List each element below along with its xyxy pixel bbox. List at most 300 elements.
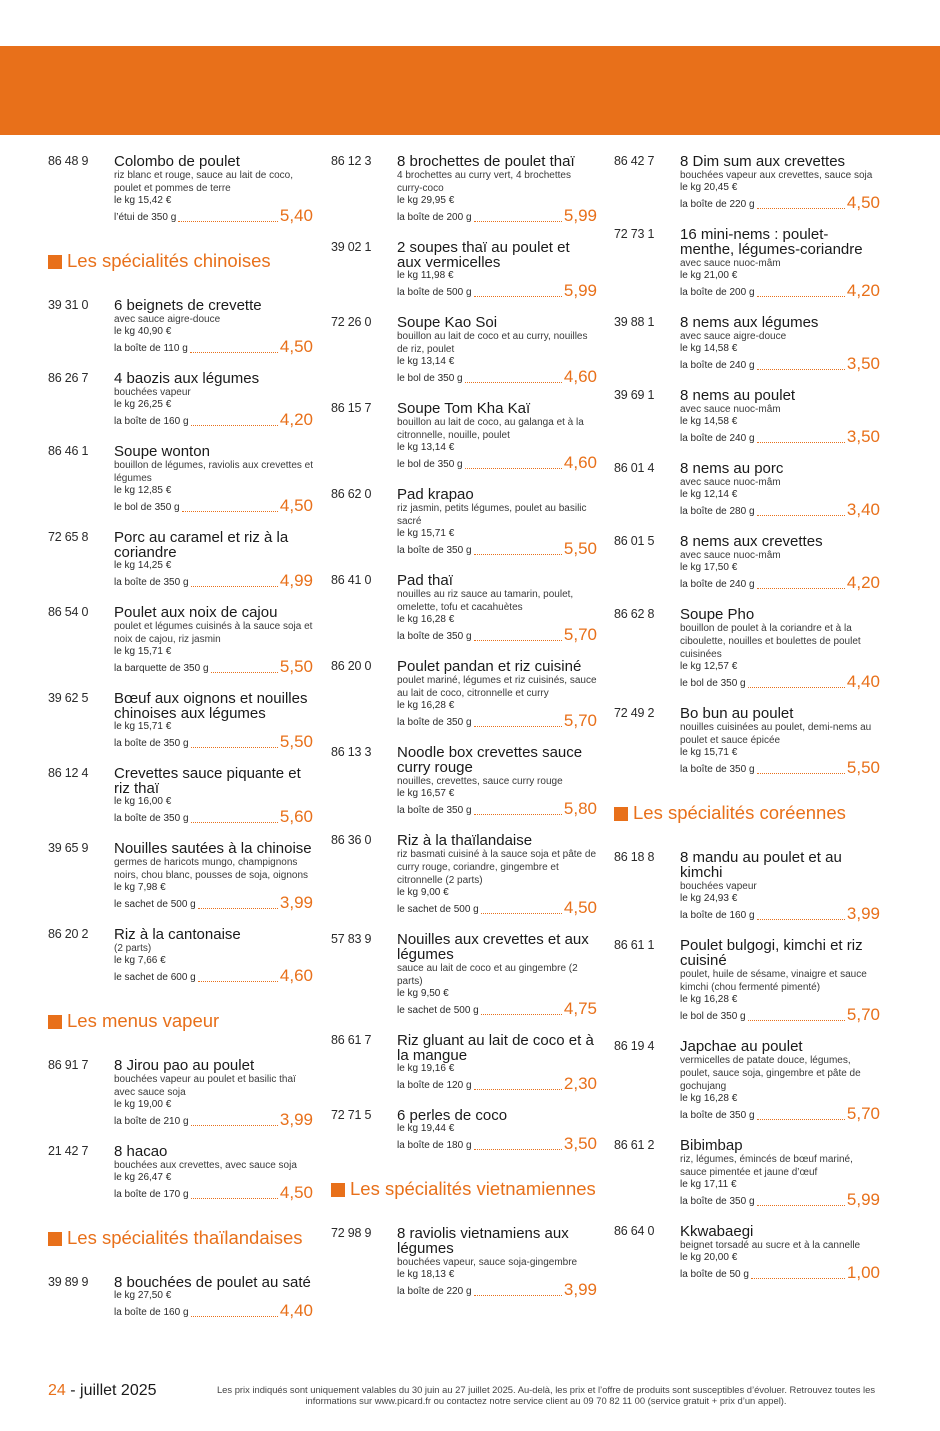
product-price: 4,40 — [279, 1301, 313, 1320]
product-name: 8 Dim sum aux crevettes — [680, 153, 846, 170]
column-3 — [614, 152, 880, 1295]
dot-leader — [748, 1020, 845, 1021]
package-size: la boîte de 200 g — [397, 212, 472, 223]
column-1 — [48, 152, 313, 1333]
dot-leader — [191, 1316, 278, 1317]
price-row — [114, 1184, 313, 1201]
package-size: la boîte de 240 g — [680, 433, 755, 444]
price-per-kg: le kg 26,47 € — [114, 1172, 172, 1183]
product-description: poulet mariné, légumes et riz cuisinés, sauce au lait de coco, citronnelle et curry — [397, 675, 597, 699]
package-size: la boîte de 120 g — [397, 1080, 472, 1091]
package-size: la boîte de 160 g — [114, 416, 189, 427]
product-code: 86 61 2 — [614, 1138, 655, 1152]
price-row — [114, 207, 313, 224]
price-row — [114, 1302, 313, 1319]
product-name: Porc au caramel et riz à la coriandre — [114, 529, 289, 561]
price-per-kg: le kg 17,50 € — [680, 562, 738, 573]
legal-note: Les prix indiqués sont uniquement valables du 30 juin au 27 juillet 2025. Au-delà, les prix et l’offre de produits sont susceptibles d’évoluer. Retrouvez toutes les informations sur www.picard.fr ou contactez notre service client au 09 70 82 11 00 (service gratuit + prix d’un appel). — [216, 1384, 876, 1406]
package-size: la boîte de 350 g — [397, 631, 472, 642]
price-row — [114, 1111, 313, 1128]
package-size: le sachet de 500 g — [397, 1005, 479, 1016]
dot-leader — [191, 1198, 278, 1199]
product-price: 3,99 — [279, 893, 313, 912]
price-row — [397, 282, 597, 299]
product-item — [48, 689, 313, 750]
column-2 — [331, 152, 597, 1312]
package-size: le bol de 350 g — [680, 1011, 746, 1022]
product-price: 4,20 — [846, 281, 880, 300]
product-code: 21 42 7 — [48, 1144, 89, 1158]
dot-leader — [757, 369, 845, 370]
product-item — [48, 764, 313, 825]
product-code: 39 65 9 — [48, 841, 89, 855]
product-price: 4,50 — [279, 496, 313, 515]
product-code: 72 49 2 — [614, 706, 655, 720]
price-row — [680, 1006, 880, 1023]
product-code: 72 73 1 — [614, 227, 655, 241]
product-price: 5,40 — [279, 206, 313, 225]
price-row — [680, 282, 880, 299]
product-price: 5,50 — [279, 732, 313, 751]
product-description: nouilles cuisinées au poulet, demi-nems au poulet et sauce épicée — [680, 722, 872, 746]
dot-leader — [748, 687, 845, 688]
product-name: 8 nems aux légumes — [680, 314, 819, 331]
price-per-kg: le kg 20,00 € — [680, 1252, 738, 1263]
product-name: Crevettes sauce piquante et riz thaï — [114, 765, 301, 797]
price-per-kg: le kg 7,66 € — [114, 955, 166, 966]
price-row — [397, 899, 597, 916]
price-per-kg: le kg 12,57 € — [680, 661, 738, 672]
product-code: 86 64 0 — [614, 1224, 655, 1238]
price-row — [114, 572, 313, 589]
product-description: bouchées vapeur, sauce soja-gingembre — [397, 1257, 578, 1268]
product-description: poulet, huile de sésame, vinaigre et sauce kimchi (chou fermenté pimenté) — [680, 969, 867, 993]
package-size: le bol de 350 g — [397, 459, 463, 470]
dot-leader — [757, 773, 845, 774]
product-item — [331, 152, 597, 224]
price-row — [397, 207, 597, 224]
product-item — [331, 313, 597, 385]
product-name: Soupe Pho — [680, 606, 755, 623]
price-row — [680, 1105, 880, 1122]
price-per-kg: le kg 15,71 € — [680, 747, 738, 758]
category-heading — [48, 250, 313, 272]
price-per-kg: le kg 26,25 € — [114, 399, 172, 410]
header-band — [0, 46, 940, 135]
product-item — [48, 925, 313, 984]
product-description: 4 brochettes au curry vert, 4 brochettes curry-coco — [397, 170, 571, 194]
product-item — [331, 238, 597, 299]
product-description: vermicelles de patate douce, légumes, poulet, sauce soja, gingembre et pâte de gochujang — [680, 1055, 861, 1092]
product-code: 86 15 7 — [331, 401, 372, 415]
price-row — [680, 1191, 880, 1208]
product-price: 5,50 — [279, 657, 313, 676]
product-item — [48, 839, 313, 911]
product-name: Pad krapao — [397, 486, 474, 503]
product-item — [614, 1136, 880, 1208]
product-name: 8 hacao — [114, 1143, 168, 1160]
product-name: 8 nems au poulet — [680, 387, 796, 404]
product-item — [331, 485, 597, 557]
product-code: 86 26 7 — [48, 371, 89, 385]
price-row — [680, 673, 880, 690]
package-size: la boîte de 170 g — [114, 1189, 189, 1200]
product-code: 39 02 1 — [331, 240, 372, 254]
product-name: Japchae au poulet — [680, 1038, 803, 1055]
category-square-icon — [48, 255, 62, 269]
product-code: 72 26 0 — [331, 315, 372, 329]
product-description: nouilles au riz sauce au tamarin, poulet, omelette, tofu et cacahuètes — [397, 589, 574, 613]
product-code: 86 61 7 — [331, 1033, 372, 1047]
product-description: bouchées vapeur au poulet et basilic thaï avec sauce soja — [114, 1074, 296, 1098]
category-title: Les spécialités coréennes — [633, 802, 846, 823]
dot-leader — [190, 352, 278, 353]
product-code: 57 83 9 — [331, 932, 372, 946]
category-title: Les spécialités vietnamiennes — [350, 1178, 596, 1199]
package-size: le bol de 350 g — [114, 502, 180, 513]
product-description: avec sauce aigre-douce — [680, 331, 787, 342]
product-name: 8 nems au porc — [680, 460, 784, 477]
dot-leader — [474, 1089, 562, 1090]
product-price: 4,50 — [563, 898, 597, 917]
price-row — [114, 733, 313, 750]
product-item — [331, 831, 597, 916]
price-row — [680, 759, 880, 776]
price-per-kg: le kg 24,93 € — [680, 893, 738, 904]
product-item — [331, 1224, 597, 1298]
product-code: 86 19 4 — [614, 1039, 655, 1053]
package-size: le sachet de 500 g — [114, 899, 196, 910]
product-price: 5,50 — [563, 539, 597, 558]
price-per-kg: le kg 40,90 € — [114, 326, 172, 337]
product-code: 72 65 8 — [48, 530, 89, 544]
price-per-kg: le kg 12,85 € — [114, 485, 172, 496]
product-price: 4,60 — [563, 453, 597, 472]
dot-leader — [182, 511, 278, 512]
product-code: 39 69 1 — [614, 388, 655, 402]
price-row — [114, 338, 313, 355]
package-size: la boîte de 200 g — [680, 287, 755, 298]
product-price: 1,00 — [846, 1263, 880, 1282]
price-per-kg: le kg 21,00 € — [680, 270, 738, 281]
dot-leader — [198, 908, 278, 909]
dot-leader — [191, 1125, 278, 1126]
package-size: la boîte de 350 g — [397, 717, 472, 728]
product-description: beignet torsadé au sucre et à la cannelle — [680, 1240, 861, 1251]
price-per-kg: le kg 17,11 € — [680, 1179, 737, 1190]
product-price: 4,50 — [279, 1183, 313, 1202]
product-description: avec sauce nuoc-mâm — [680, 258, 781, 269]
package-size: la boîte de 500 g — [397, 287, 472, 298]
product-name: Poulet aux noix de cajou — [114, 604, 278, 621]
product-price: 3,99 — [846, 904, 880, 923]
product-price: 4,40 — [846, 672, 880, 691]
package-size: le bol de 350 g — [397, 373, 463, 384]
product-name: 16 mini-nems : poulet-menthe, légumes-coriandre — [680, 226, 863, 258]
dot-leader — [474, 221, 562, 222]
price-per-kg: le kg 14,25 € — [114, 560, 172, 571]
price-per-kg: le kg 18,13 € — [397, 1269, 455, 1280]
product-item — [48, 603, 313, 675]
product-price: 3,50 — [846, 354, 880, 373]
footer-separator: - — [65, 1382, 81, 1399]
price-per-kg: le kg 15,42 € — [114, 195, 172, 206]
product-item — [614, 386, 880, 445]
dot-leader — [757, 1205, 845, 1206]
product-name: Riz à la thaïlandaise — [397, 832, 533, 849]
price-row — [114, 497, 313, 514]
dot-leader — [757, 515, 845, 516]
dot-leader — [757, 208, 845, 209]
product-name: Nouilles aux crevettes et aux légumes — [397, 931, 589, 963]
price-per-kg: le kg 15,71 € — [114, 721, 172, 732]
dot-leader — [191, 822, 278, 823]
product-name: 8 brochettes de poulet thaï — [397, 153, 575, 170]
product-item — [614, 1222, 880, 1281]
price-per-kg: le kg 14,58 € — [680, 343, 738, 354]
product-name: 8 bouchées de poulet au saté — [114, 1274, 311, 1291]
product-item — [614, 1037, 880, 1122]
product-code: 86 01 5 — [614, 534, 655, 548]
product-code: 39 88 1 — [614, 315, 655, 329]
package-size: la boîte de 350 g — [397, 805, 472, 816]
product-name: Riz gluant au lait de coco et à la mangue — [397, 1032, 594, 1064]
price-per-kg: le kg 15,71 € — [397, 528, 455, 539]
category-square-icon — [48, 1232, 62, 1246]
product-code: 86 54 0 — [48, 605, 89, 619]
product-name: Noodle box crevettes sauce curry rouge — [397, 744, 583, 776]
product-item — [48, 528, 313, 589]
product-code: 72 98 9 — [331, 1226, 372, 1240]
package-size: la boîte de 50 g — [680, 1269, 749, 1280]
product-item — [614, 704, 880, 776]
dot-leader — [474, 296, 562, 297]
product-item — [48, 152, 313, 224]
package-size: la boîte de 280 g — [680, 506, 755, 517]
product-name: Bibimbap — [680, 1137, 743, 1154]
product-name: Bœuf aux oignons et nouilles chinoises aux légumes — [114, 690, 308, 722]
price-row — [114, 658, 313, 675]
price-per-kg: le kg 9,00 € — [397, 887, 449, 898]
product-code: 86 62 0 — [331, 487, 372, 501]
package-size: la boîte de 350 g — [680, 1196, 755, 1207]
package-size: la boîte de 160 g — [114, 1307, 189, 1318]
product-item — [48, 369, 313, 428]
dot-leader — [474, 1295, 562, 1296]
product-description: poulet et légumes cuisinés à la sauce soja et noix de cajou, riz jasmin — [114, 621, 313, 645]
product-description: avec sauce aigre-douce — [114, 314, 221, 325]
category-title: Les spécialités thaïlandaises — [67, 1227, 303, 1248]
product-description: bouchées vapeur aux crevettes, sauce soja — [680, 170, 873, 181]
price-per-kg: le kg 14,58 € — [680, 416, 738, 427]
package-size: la boîte de 160 g — [680, 910, 755, 921]
product-price: 4,50 — [279, 337, 313, 356]
product-name: Riz à la cantonaise — [114, 926, 241, 943]
issue-date: juillet 2025 — [80, 1382, 157, 1399]
price-row — [397, 1281, 597, 1298]
product-item — [614, 313, 880, 372]
category-title: Les spécialités chinoises — [67, 250, 271, 271]
product-code: 86 12 3 — [331, 154, 372, 168]
product-code: 86 62 8 — [614, 607, 655, 621]
price-row — [397, 1135, 597, 1152]
product-description: bouillon de poulet à la coriandre et à la ciboulette, nouilles et boulettes de poulet cuisinées — [680, 623, 861, 660]
price-row — [680, 428, 880, 445]
dot-leader — [465, 468, 562, 469]
product-price: 3,50 — [563, 1134, 597, 1153]
product-price: 5,60 — [279, 807, 313, 826]
product-name: 4 baozis aux légumes — [114, 370, 260, 387]
product-description: bouillon de légumes, raviolis aux crevettes et légumes — [114, 460, 313, 484]
product-price: 4,75 — [563, 999, 597, 1018]
product-price: 5,50 — [846, 758, 880, 777]
product-code: 86 46 1 — [48, 444, 89, 458]
product-price: 5,99 — [563, 281, 597, 300]
price-per-kg: le kg 7,98 € — [114, 882, 166, 893]
category-square-icon — [48, 1015, 62, 1029]
price-row — [680, 355, 880, 372]
package-size: la barquette de 350 g — [114, 663, 209, 674]
category-title: Les menus vapeur — [67, 1010, 220, 1031]
product-description: (2 parts) — [114, 943, 152, 954]
product-code: 86 12 4 — [48, 766, 89, 780]
product-description: avec sauce nuoc-mâm — [680, 477, 781, 488]
dot-leader — [211, 672, 278, 673]
price-per-kg: le kg 13,14 € — [397, 442, 455, 453]
price-per-kg: le kg 16,28 € — [397, 700, 455, 711]
page-number: 24 — [48, 1382, 66, 1399]
price-row — [114, 894, 313, 911]
product-description: riz jasmin, petits légumes, poulet au basilic sacré — [397, 503, 587, 527]
product-price: 4,99 — [279, 571, 313, 590]
product-description: bouchées vapeur — [114, 387, 191, 398]
product-name: Soupe Tom Kha Kaï — [397, 400, 531, 417]
package-size: le sachet de 500 g — [397, 904, 479, 915]
price-row — [397, 1000, 597, 1017]
price-row — [397, 712, 597, 729]
dot-leader — [191, 586, 278, 587]
product-code: 86 91 7 — [48, 1058, 89, 1072]
product-name: Kkwabaegi — [680, 1223, 754, 1240]
price-per-kg: le kg 29,95 € — [397, 195, 455, 206]
product-code: 72 71 5 — [331, 1108, 372, 1122]
price-per-kg: le kg 27,50 € — [114, 1290, 172, 1301]
product-item — [614, 459, 880, 518]
package-size: le sachet de 600 g — [114, 972, 196, 983]
product-name: 8 raviolis vietnamiens aux légumes — [397, 1225, 569, 1257]
package-size: le bol de 350 g — [680, 678, 746, 689]
price-per-kg: le kg 16,28 € — [680, 994, 738, 1005]
category-square-icon — [614, 807, 628, 821]
package-size: la boîte de 350 g — [397, 545, 472, 556]
product-description: riz, légumes, émincés de bœuf mariné, sauce pimentée et jaune d’œuf — [680, 1154, 853, 1178]
product-code: 86 18 8 — [614, 850, 655, 864]
product-price: 4,60 — [563, 367, 597, 386]
product-price: 5,80 — [563, 799, 597, 818]
product-name: 8 mandu au poulet et au kimchi — [680, 849, 842, 881]
package-size: la boîte de 350 g — [680, 1110, 755, 1121]
product-name: 8 nems aux crevettes — [680, 533, 823, 550]
dot-leader — [465, 382, 562, 383]
product-code: 86 61 1 — [614, 938, 655, 952]
product-item — [48, 1056, 313, 1128]
product-name: Poulet pandan et riz cuisiné — [397, 658, 582, 675]
price-row — [680, 194, 880, 211]
product-item — [614, 152, 880, 211]
product-price: 4,50 — [846, 193, 880, 212]
product-description: riz blanc et rouge, sauce au lait de coco, poulet et pommes de terre — [114, 170, 293, 194]
product-price: 3,50 — [846, 427, 880, 446]
price-per-kg: le kg 12,14 € — [680, 489, 738, 500]
product-name: 6 beignets de crevette — [114, 297, 262, 314]
product-description: sauce au lait de coco et au gingembre (2 parts) — [397, 963, 578, 987]
product-name: Pad thaï — [397, 572, 453, 589]
category-heading — [614, 802, 880, 824]
product-price: 4,20 — [846, 573, 880, 592]
product-item — [614, 225, 880, 299]
product-item — [48, 442, 313, 514]
product-price: 5,99 — [563, 206, 597, 225]
product-item — [331, 743, 597, 817]
product-code: 86 01 4 — [614, 461, 655, 475]
product-name: Soupe Kao Soi — [397, 314, 498, 331]
price-row — [114, 411, 313, 428]
product-price: 5,70 — [846, 1104, 880, 1123]
product-price: 3,99 — [563, 1280, 597, 1299]
dot-leader — [757, 296, 845, 297]
product-name: Poulet bulgogi, kimchi et riz cuisiné — [680, 937, 863, 969]
price-per-kg: le kg 16,57 € — [397, 788, 455, 799]
product-description: avec sauce nuoc-mâm — [680, 404, 781, 415]
price-per-kg: le kg 13,14 € — [397, 356, 455, 367]
dot-leader — [474, 640, 562, 641]
product-name: Bo bun au poulet — [680, 705, 794, 722]
dot-leader — [178, 221, 278, 222]
product-code: 39 31 0 — [48, 298, 89, 312]
dot-leader — [757, 919, 845, 920]
product-item — [48, 296, 313, 355]
product-name: Colombo de poulet — [114, 153, 240, 170]
product-code: 86 20 0 — [331, 659, 372, 673]
product-description: riz basmati cuisiné à la sauce soja et pâte de curry rouge, coriandre, gingembre et citronnelle (2 parts) — [397, 849, 596, 886]
package-size: la boîte de 350 g — [680, 764, 755, 775]
product-description: bouillon au lait de coco, au galanga et à la citronnelle, nouille, poulet — [397, 417, 584, 441]
product-price: 5,70 — [563, 625, 597, 644]
product-code: 86 20 2 — [48, 927, 89, 941]
product-name: 6 perles de coco — [397, 1107, 508, 1124]
package-size: l’étui de 350 g — [114, 212, 177, 223]
category-heading — [48, 1010, 313, 1032]
product-description: bouchées vapeur — [680, 881, 757, 892]
price-per-kg: le kg 16,00 € — [114, 796, 172, 807]
price-row — [397, 368, 597, 385]
package-size: la boîte de 220 g — [397, 1286, 472, 1297]
price-per-kg: le kg 19,16 € — [397, 1063, 455, 1074]
product-name: Nouilles sautées à la chinoise — [114, 840, 312, 857]
product-name: 2 soupes thaï au poulet et aux vermicelles — [397, 239, 570, 271]
product-item — [331, 571, 597, 643]
product-description: avec sauce nuoc-mâm — [680, 550, 781, 561]
price-row — [680, 574, 880, 591]
product-item — [614, 848, 880, 922]
price-per-kg: le kg 15,71 € — [114, 646, 172, 657]
price-row — [680, 501, 880, 518]
product-item — [331, 657, 597, 729]
product-price: 5,70 — [563, 711, 597, 730]
product-name: Soupe wonton — [114, 443, 210, 460]
category-heading — [48, 1227, 313, 1249]
price-per-kg: le kg 16,28 € — [680, 1093, 738, 1104]
